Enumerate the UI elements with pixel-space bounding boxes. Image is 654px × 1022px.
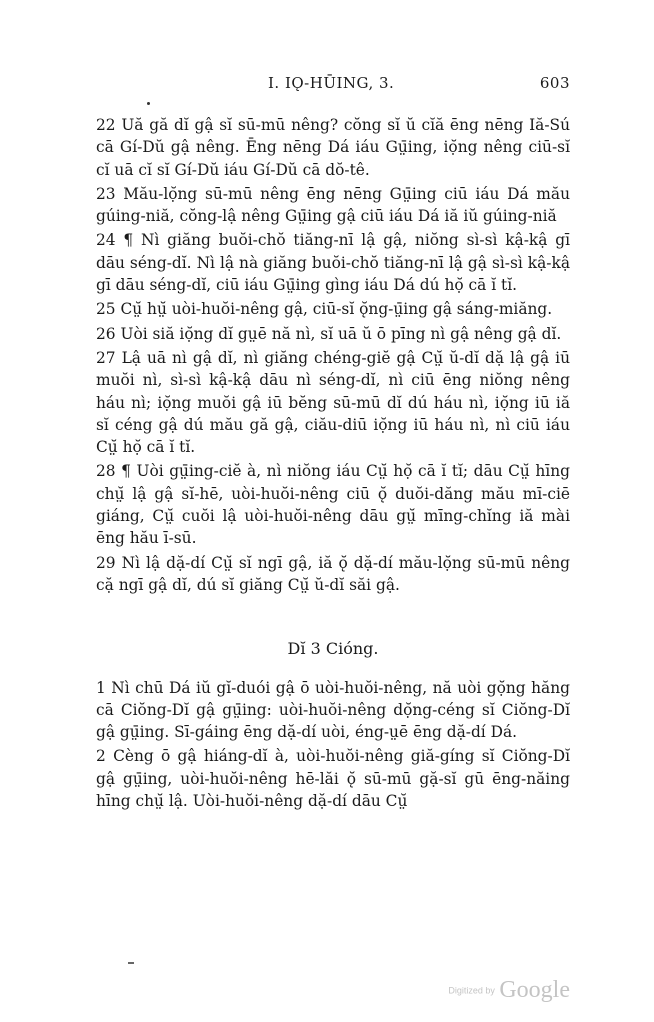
body-text bbox=[96, 114, 570, 812]
verse-2: 2 Cèng ō gậ hiáng-dĭ à, uòi-huŏi-nêng giă-gíng sĭ Ciŏng-Dĭ gậ gṳ̄ing, uòi-huŏi-nêng hē-lăi ǫ̆ sū-mū gặ-sĭ gū ēng-năing hīng chṳ̆ lậ. Uòi-huŏi-nêng dặ-dí dāu Cṳ̆ bbox=[96, 747, 570, 811]
verse-1: 1 Nì chū Dá iŭ gĭ-duói gậ ō uòi-huŏi-nêng, nă uòi gọ̆ng hăng cā Ciŏng-Dĭ gậ gṳ̄ing: uòi-huŏi-nêng dọ̆ng-céng sĭ Ciŏng-Dĭ gậ gṳ̄ing. Sī-gáing ēng dặ-dí uòi, éng-ṳē ēng dặ-dí Dá. bbox=[96, 678, 570, 742]
running-head bbox=[96, 74, 570, 98]
footer-mark bbox=[128, 962, 134, 964]
chapter-heading: Dĭ 3 Cióng. bbox=[287, 639, 379, 659]
verse-28: 28 ¶ Uòi gṳ̄ing-ciĕ à, nì niŏng iáu Cṳ̆ họ̆ cā ĭ tĭ; dāu Cṳ̆ hīng chṳ̆ lậ gậ sĭ-hē, uòi-huŏi-nêng ciū ǫ̆ duŏi-dăng mău mī-ciē giáng, Cṳ̆ cuŏi lậ uòi-huŏi-nêng dāu gṳ̆ mīng-chĭng iă mài ēng hău ī-sū. bbox=[96, 462, 570, 548]
verse-29: 29 Nì lậ dặ-dí Cṳ̆ sĭ ngī gậ, iă ǫ̆ dặ-dí mău-lọ̆ng sū-mū nêng cặ ngī gậ dĭ, dú sĭ giăng Cṳ̆ ŭ-dĭ săi gậ. bbox=[96, 553, 570, 594]
verse-22: 22 Uă gă dĭ gậ sĭ sū-mū nêng? cŏng sĭ ŭ cĭă ēng nēng Iă-Sú cā Gí-Dŭ gậ nêng. Ēng nēng Dá iáu Gṳ̄ing, iọ̆ng nêng ciū-sĭ cĭ uā cĭ sĭ Gí-Dŭ iáu Gí-Dŭ cā dŏ-tê. bbox=[96, 116, 570, 179]
verse-24: 24 ¶ Nì giăng buŏi-chŏ tiăng-nī lậ gậ, niŏng sì-sì kậ-kậ gī dāu séng-dĭ. Nì lậ nà giăng buŏi-chŏ tiăng-nī lậ gậ sì-sì kậ-kậ gī dāu séng-dĭ, ciū iáu Gṳ̄ing gìng iáu Dá dú họ̆ cā ĭ tĭ. bbox=[96, 231, 570, 295]
page-number: 603 bbox=[539, 74, 570, 92]
verse-26: 26 Uòi siă iọ̆ng dĭ gṳē nă nì, sĭ uā ŭ ō pīng nì gậ nêng gậ dĭ. bbox=[96, 324, 562, 343]
google-logo: Google bbox=[499, 977, 570, 1003]
verse-27: 27 Lậ uā nì gậ dĭ, nì giăng chéng-giĕ gậ Cṳ̆ ŭ-dĭ dặ lậ gậ iū muŏi nì, sì-sì kậ-kậ dāu nì séng-dĭ, nì ciū ēng niŏng nêng háu nì; iọ̆ng muŏi gậ iū bĕng sū-mū dĭ dú háu nì, iọ̆ng iū iă sĭ céng gậ dú mău gă gậ, ciău-diū iọ̆ng iū háu nì, nì ciū iáu Cṳ̆ họ̆ cā ĭ tĭ. bbox=[96, 348, 570, 457]
ink-speck bbox=[147, 102, 150, 105]
digitized-by-label: Digitized by bbox=[448, 985, 495, 996]
verse-23: 23 Mău-lọ̆ng sū-mū nêng ēng nēng Gṳ̄ing ciū iáu Dá mău gúing-niă, cŏng-lậ nêng Gṳ̄ing gậ ciū iáu Dá iă iŭ gúing-niă bbox=[96, 184, 570, 226]
running-title: I. IǪ-HŪING, 3. bbox=[268, 74, 395, 92]
digitized-watermark bbox=[448, 977, 570, 1004]
verse-25: 25 Cṳ̆ hṳ̆ uòi-huŏi-nêng gậ, ciū-sĭ ǫ̆ng-ṳ̄ing gậ sáng-miăng. bbox=[96, 300, 553, 319]
